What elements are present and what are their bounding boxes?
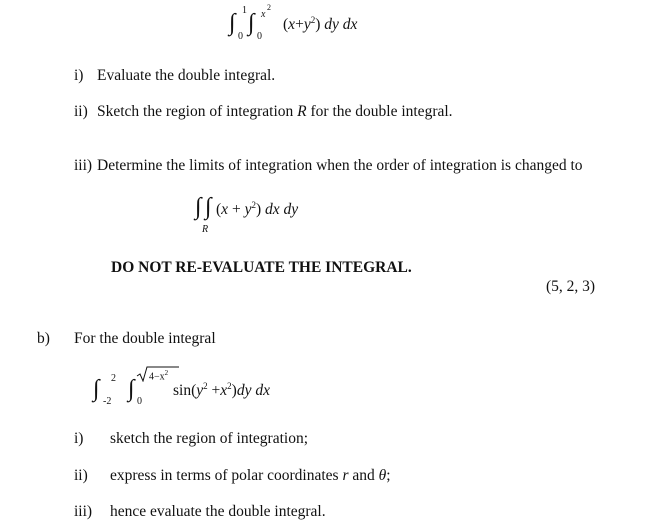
var-y: y xyxy=(244,201,252,219)
var-r: r xyxy=(342,467,349,484)
item-num-a-i: i) xyxy=(74,67,84,84)
plus-sign: + xyxy=(231,201,241,219)
differential: dx dy xyxy=(265,201,299,219)
sqrt-radicand: 4−x xyxy=(149,371,165,383)
instruction: DO NOT RE-EVALUATE THE INTEGRAL. xyxy=(111,259,412,276)
item-text-a-iii: Determine the limits of integration when the order of integration is changed to xyxy=(97,157,583,174)
text-before: Sketch the region of integration xyxy=(97,103,298,120)
outer-lower-limit: 0 xyxy=(238,31,243,42)
inner-upper-exponent: 2 xyxy=(267,3,271,12)
integral-sign-inner: ∫ xyxy=(128,376,135,402)
integrand-c xyxy=(173,381,270,400)
paren-close: ) xyxy=(231,382,237,400)
var-y: y xyxy=(303,16,311,34)
and-text: and xyxy=(348,467,379,484)
sqrt-content xyxy=(149,369,168,382)
text-before: express in terms of polar coordinates xyxy=(110,467,343,484)
inner-lower-limit: 0 xyxy=(137,396,142,407)
paren-open: ( xyxy=(283,16,289,34)
sqrt-exponent: 2 xyxy=(164,369,169,377)
paren-close: ) xyxy=(255,201,262,219)
outer-upper-limit: 2 xyxy=(111,373,116,384)
integral-sign-outer: ∫ xyxy=(229,10,236,36)
item-text-a-ii xyxy=(97,103,453,121)
item-text-b-ii xyxy=(110,467,391,485)
plus-sign: + xyxy=(295,16,304,34)
exponent: 2 xyxy=(251,200,256,210)
integral-sign-1: ∫ xyxy=(195,194,202,220)
section-intro-b: For the double integral xyxy=(74,330,216,347)
item-num-b-i: i) xyxy=(74,430,84,447)
outer-lower-limit: -2 xyxy=(103,396,112,407)
item-num-b-ii: ii) xyxy=(74,467,88,484)
integrand-b xyxy=(216,200,298,219)
var-theta: θ xyxy=(378,467,387,484)
var-x: x xyxy=(288,16,296,34)
marks: (5, 2, 3) xyxy=(546,278,596,295)
integrand-a xyxy=(283,15,357,34)
x-exponent: 2 xyxy=(227,381,232,391)
var-x: x xyxy=(220,382,228,400)
func: sin( xyxy=(173,382,197,400)
var-x: x xyxy=(221,201,229,219)
differential: dy dx xyxy=(324,16,358,34)
text-after: for the double integral. xyxy=(306,103,453,120)
exponent: 2 xyxy=(310,15,316,25)
var-y: y xyxy=(196,382,204,400)
item-text-b-i: sketch the region of integration; xyxy=(110,430,308,447)
paren-open: ( xyxy=(216,201,222,219)
plus-sign: + xyxy=(211,382,221,400)
outer-upper-limit: 1 xyxy=(242,5,247,16)
inner-lower-limit: 0 xyxy=(257,31,262,42)
integral-sign-inner: ∫ xyxy=(248,10,255,36)
region-label: R xyxy=(202,224,209,235)
item-num-b-iii: iii) xyxy=(74,503,93,520)
integral-sign-outer: ∫ xyxy=(93,376,100,402)
item-num-a-iii: iii) xyxy=(74,157,93,174)
inner-upper-limit: x xyxy=(261,9,266,20)
differential: dy dx xyxy=(236,382,270,400)
section-label-b: b) xyxy=(37,330,50,347)
item-num-a-ii: ii) xyxy=(74,103,88,120)
item-text-a-i: Evaluate the double integral. xyxy=(97,67,276,84)
integral-sign-2: ∫ xyxy=(205,194,212,220)
var-R: R xyxy=(297,103,307,120)
paren-close: ) xyxy=(315,16,321,34)
item-text-b-iii: hence evaluate the double integral. xyxy=(110,503,326,520)
y-exponent: 2 xyxy=(203,381,208,391)
text-after: ; xyxy=(386,467,391,484)
